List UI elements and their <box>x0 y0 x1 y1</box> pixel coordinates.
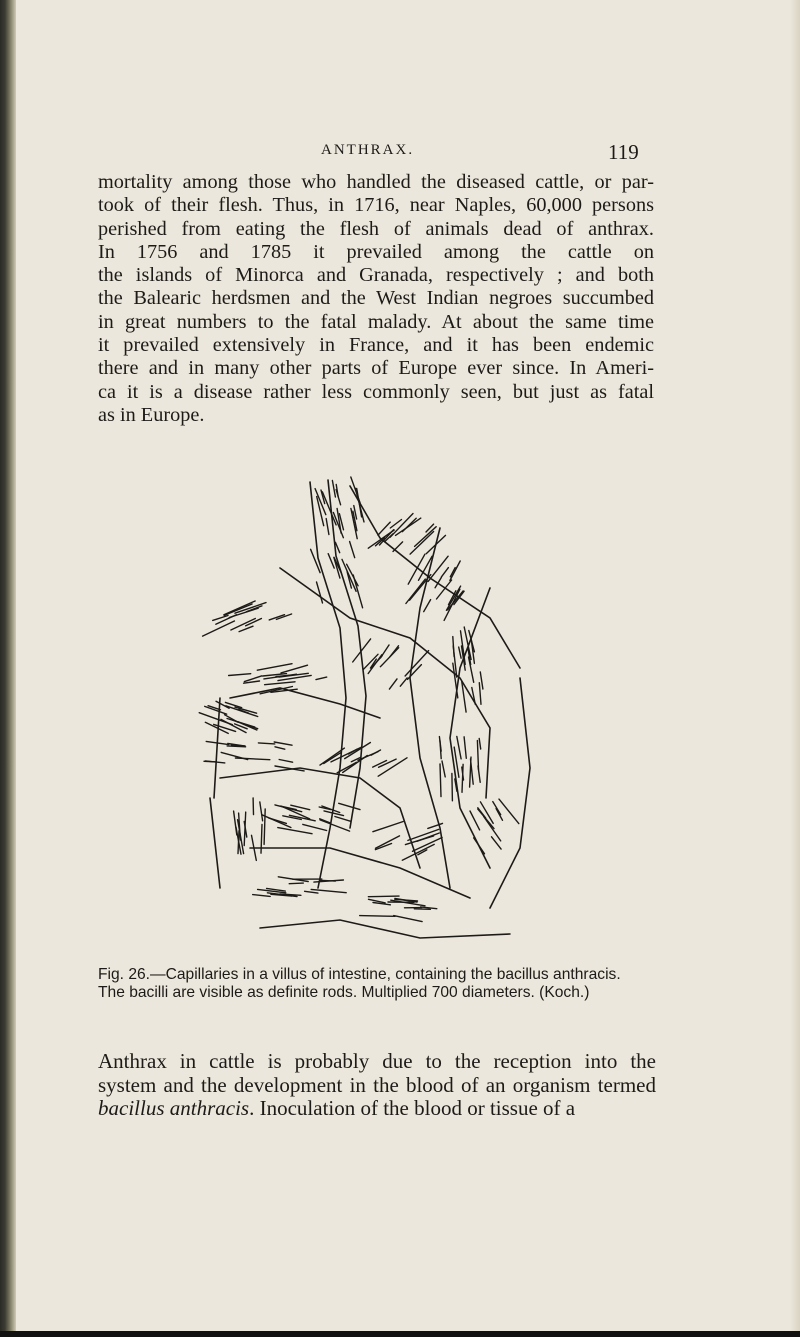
bacillus-rod-stroke <box>264 809 265 844</box>
text-line: ca it is a disease rather less commonly seen, but just as fatal <box>98 380 654 403</box>
bacillus-rod-stroke <box>477 741 478 770</box>
species-name: bacillus <box>98 1096 165 1120</box>
bacillus-rod-stroke <box>351 508 357 538</box>
bacillus-rod-stroke <box>424 600 431 612</box>
bacillus-rod-stroke <box>258 743 274 744</box>
bacillus-rod-stroke <box>350 542 355 558</box>
bacillus-rod-stroke <box>381 645 390 658</box>
bacillus-rod-stroke <box>402 844 434 860</box>
bacillus-rod-stroke <box>479 683 481 705</box>
bacillus-rod-stroke <box>274 742 292 745</box>
bacillus-rod-stroke <box>224 604 252 615</box>
page-edge <box>790 0 800 1337</box>
bacillus-rod-stroke <box>442 761 445 777</box>
bacillus-rod-stroke <box>441 568 448 577</box>
text-line: the Balearic herdsmen and the West Indian negroes succumbed <box>98 287 654 310</box>
bacillus-rod-stroke <box>205 761 225 763</box>
bacillus-rod-stroke <box>373 822 403 832</box>
bottom-edge <box>0 1331 800 1337</box>
bacillus-rod-stroke <box>260 802 263 821</box>
bacillus-rod-stroke <box>459 647 461 658</box>
bacillus-rod-stroke <box>328 554 334 568</box>
page-number: 119 <box>608 140 639 164</box>
bacillus-rod-stroke <box>415 527 437 547</box>
text-line: as in Europe. <box>98 403 205 426</box>
bacillus-rod-stroke <box>376 836 400 848</box>
bacillus-rod-stroke <box>281 665 308 673</box>
text-line: there and in many other parts of Europe ever since. In Ameri- <box>98 357 654 380</box>
bacillus-rod-stroke <box>326 519 329 535</box>
bacillus-rod-stroke <box>229 674 251 676</box>
bacillus-rod-stroke <box>336 490 341 505</box>
text-line: bacillus anthracis. Inoculation of the blood or tissue of a <box>98 1096 576 1120</box>
figure-caption <box>98 966 658 1001</box>
bacillus-rod-stroke <box>275 747 285 749</box>
capillaries-illustration <box>190 468 550 966</box>
body-paragraph-2 <box>98 1050 656 1121</box>
bacillus-rod-stroke <box>408 554 425 584</box>
bacillus-rod-stroke <box>368 896 399 897</box>
bacillus-rod-stroke <box>253 895 271 897</box>
bacillus-rod-stroke <box>480 672 483 689</box>
text-line: system and the development in the blood of an organism termed <box>98 1072 656 1097</box>
bacillus-rod-stroke <box>360 916 395 917</box>
bacillus-rod-stroke <box>428 556 448 581</box>
text-line: Anthrax in cattle is probably due to the reception into the <box>98 1049 656 1073</box>
species-name: anthracis <box>169 1096 250 1120</box>
bacillus-rod-stroke <box>316 677 327 680</box>
text-line: In 1756 and 1785 it prevailed among the cattle on <box>98 240 654 263</box>
bacillus-rod-stroke <box>261 824 262 853</box>
bacillus-rod-stroke <box>324 811 344 816</box>
bacillus-rod-stroke <box>393 542 403 552</box>
bacillus-rod-stroke <box>450 561 460 581</box>
text-line: mortality among those who handled the diseased cattle, or par- <box>98 171 654 193</box>
bacillus-rod-stroke <box>470 757 471 787</box>
text-line: it prevailed extensively in France, and it has been endemic <box>98 334 654 357</box>
text-line: perished from eating the flesh of animals dead of anthrax. <box>98 217 654 240</box>
bacillus-rod-stroke <box>227 746 246 747</box>
bacillus-rod-stroke <box>493 802 501 815</box>
caption-line: Fig. 26.—Capillaries in a villus of intestine, containing the bacillus anthracis. <box>98 966 621 983</box>
bacillus-rod-stroke <box>305 891 318 893</box>
bacillus-rod-stroke <box>332 481 335 498</box>
bacillus-rod-stroke <box>380 648 398 667</box>
bacillus-rod-stroke <box>279 760 292 763</box>
bacillus-rod-stroke <box>453 637 454 657</box>
bacillus-rod-stroke <box>234 811 237 835</box>
bacillus-rod-stroke <box>278 828 312 834</box>
bacillus-rod-stroke <box>378 522 390 535</box>
bacillus-rod-stroke <box>289 883 303 884</box>
bacillus-rod-stroke <box>474 838 485 854</box>
bacillus-rod-stroke <box>414 909 430 910</box>
bacillus-rod-stroke <box>413 838 443 852</box>
bacillus-rod-stroke <box>464 737 466 759</box>
bacillus-rod-stroke <box>244 812 246 846</box>
bacillus-rod-stroke <box>440 740 441 758</box>
bacillus-rod-stroke <box>426 535 445 553</box>
bacillus-rod-stroke <box>452 774 453 801</box>
bacillus-rod-stroke <box>469 657 474 682</box>
bacillus-rod-stroke <box>303 824 327 830</box>
bacillus-rod-stroke <box>335 817 351 822</box>
bacillus-rod-stroke <box>235 758 269 760</box>
bacillus-rod-stroke <box>405 651 429 676</box>
caption-line: The bacilli are visible as definite rods. Multiplied 700 diameters. (Koch.) <box>98 983 590 1001</box>
binding-edge-shadow <box>0 0 16 1337</box>
bacillus-rod-stroke <box>496 809 502 821</box>
bacillus-rod-stroke <box>389 679 397 689</box>
text-line: in great numbers to the fatal malady. At about the same time <box>98 310 654 333</box>
bacillus-rod-stroke <box>239 626 253 631</box>
bacillus-rod-stroke <box>231 619 255 631</box>
bacillus-rod-stroke <box>402 518 416 531</box>
bacillus-rod-stroke <box>257 664 292 671</box>
bacillus-rod-stroke <box>265 682 295 685</box>
bacillus-rod-stroke <box>400 678 407 686</box>
bacillus-rod-stroke <box>440 764 441 797</box>
bacillus-rod-stroke <box>470 811 480 830</box>
bacillus-rod-stroke <box>238 831 239 854</box>
text-line: took of their flesh. Thus, in 1716, near Naples, 60,000 persons <box>98 194 654 217</box>
running-head <box>0 142 800 170</box>
body-paragraph-1 <box>98 171 654 427</box>
bacillus-rod-stroke <box>317 582 323 603</box>
bacillus-rod-stroke <box>371 750 381 755</box>
running-head-title: ANTHRAX. <box>321 142 415 158</box>
bacillus-rod-stroke <box>394 916 422 922</box>
bacillus-rod-stroke <box>479 739 481 750</box>
bacillus-rod-stroke <box>457 736 461 759</box>
capillaries-engraving <box>190 468 550 966</box>
text-line: the islands of Minorca and Granada, respectively ; and both <box>98 264 654 287</box>
bacillus-rod-stroke <box>339 803 360 809</box>
